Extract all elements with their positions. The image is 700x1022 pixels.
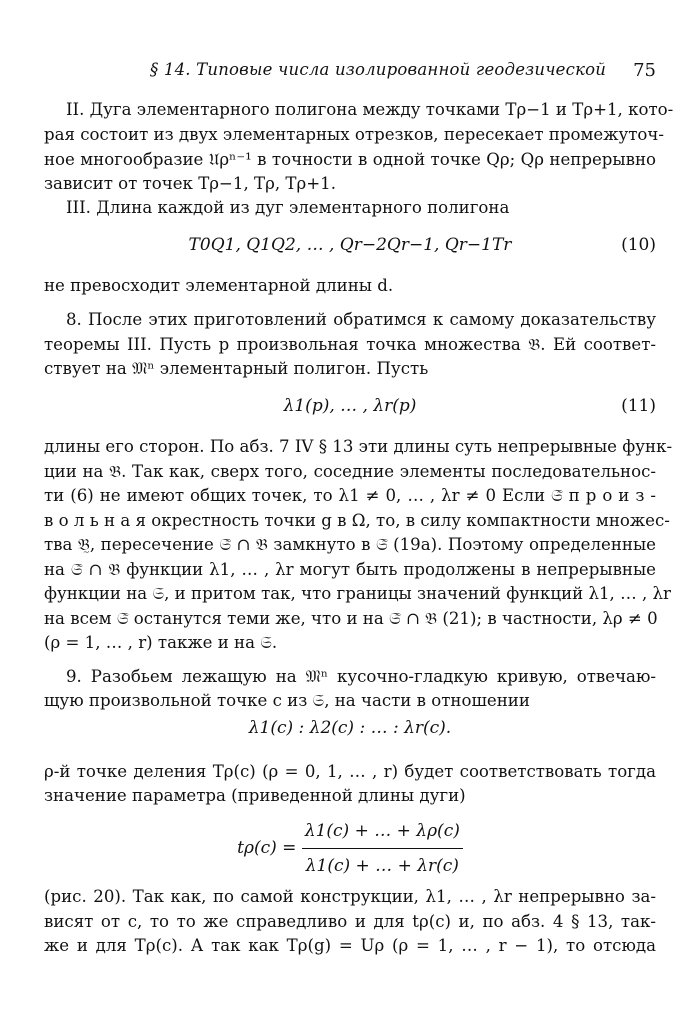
- text-line: ρ-й точке деления Tρ(c) (ρ = 0, 1, … , r) будет соответствовать тогда: [44, 762, 656, 781]
- text-line: 8. После этих приготовлений обратимся к самому доказательству: [66, 310, 656, 329]
- fraction: [302, 818, 463, 879]
- page-number: 75: [633, 60, 656, 81]
- text-line: тва 𝔅̰, пересечение 𝔖̃ ∩ 𝔅 замкнуто в 𝔖̃ (19a). Поэтому определенные: [44, 535, 656, 554]
- text-line: на 𝔖̃ ∩ 𝔅 функции λ1, … , λr могут быть продолжены в непрерывные: [44, 560, 656, 579]
- text-line: длины его сторон. По абз. 7 IV § 13 эти длины суть непрерывные функ-: [44, 437, 673, 456]
- text-line: щую произвольной точке c из 𝔖, на части в отношении: [44, 691, 530, 710]
- equation-body: T0Q1, Q1Q2, … , Qr−2Qr−1, Qr−1Tr: [188, 235, 512, 255]
- text-line: ции на 𝔅. Так как, сверх того, соседние элементы последовательнос-: [44, 462, 656, 481]
- fraction-equation: [44, 818, 656, 879]
- equation-body: λ1(p), … , λr(p): [283, 396, 417, 416]
- text-line: III. Длина каждой из дуг элементарного полигона: [66, 198, 510, 217]
- running-header: [44, 60, 656, 86]
- equation-body: λ1(c) : λ2(c) : … : λr(c).: [248, 718, 452, 738]
- text-line: теоремы III. Пусть p произвольная точка множества 𝔅. Ей соответ-: [44, 335, 656, 354]
- t-rho-lhs: tρ(c) =: [237, 838, 297, 858]
- text-line: (ρ = 1, … , r) также и на 𝔖.: [44, 633, 278, 652]
- text-line: зависит от точек Tρ−1, Tρ, Tρ+1.: [44, 174, 336, 193]
- text-line: ное многообразие 𝔘ρⁿ⁻¹ в точности в одной точке Qρ; Qρ непрерывно: [44, 150, 656, 169]
- text-line: функции на 𝔖, и притом так, что границы значений функций λ1, … , λr: [44, 584, 671, 603]
- equation-number: (10): [621, 235, 656, 255]
- text-line: в о л ь н а я окрестность точки g в Ω, то, в силу компактности множес-: [44, 511, 670, 530]
- text-line: не превосходит элементарной длины d.: [44, 276, 394, 295]
- fraction-denominator: λ1(c) + … + λr(c): [305, 856, 459, 876]
- text-line: значение параметра (приведенной длины дуги): [44, 786, 466, 805]
- section-title: § 14. Типовые числа изолированной геодезической: [150, 60, 607, 79]
- text-line: ствует на 𝔐ⁿ элементарный полигон. Пусть: [44, 359, 429, 378]
- text-line: (рис. 20). Так как, по самой конструкции, λ1, … , λr непрерывно за-: [44, 887, 656, 906]
- text-line: же и для Tρ(c). А так как Tρ(g) = Uρ (ρ = 1, … , r − 1), то отсюда: [44, 936, 656, 955]
- equation-number: (11): [621, 396, 656, 416]
- text-line: на всем 𝔖̃ останутся теми же, что и на 𝔖̃ ∩ 𝔅 (21); в частности, λρ ≠ 0: [44, 609, 658, 628]
- text-line: рая состоит из двух элементарных отрезков, пересекает промежуточ-: [44, 125, 664, 144]
- fraction-numerator: λ1(c) + … + λρ(c): [302, 818, 463, 849]
- t-rho-equation: [44, 818, 656, 878]
- text-line: висят от c, то то же справедливо и для tρ(c) и, по абз. 4 § 13, так-: [44, 912, 656, 931]
- text-line: 9. Разобьем лежащую на 𝔐ⁿ кусочно-гладкую кривую, отвечаю-: [66, 667, 656, 686]
- text-line: II. Дуга элементарного полигона между точками Tρ−1 и Tρ+1, кото-: [66, 100, 674, 119]
- text-line: ти (6) не имеют общих точек, то λ1 ≠ 0, … , λr ≠ 0 Если 𝔖̃ п р о и з -: [44, 486, 656, 505]
